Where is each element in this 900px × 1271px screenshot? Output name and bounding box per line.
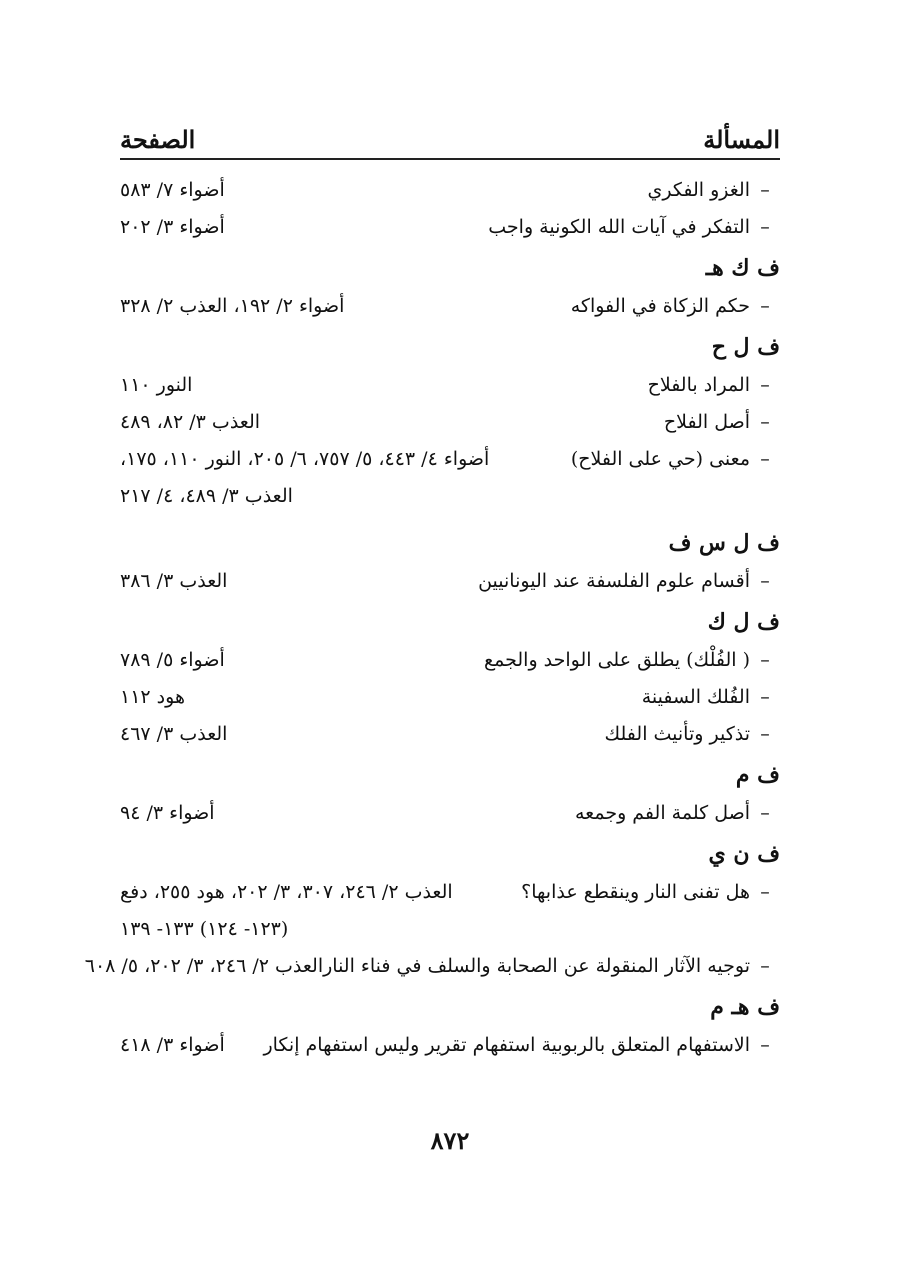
index-entry: [120, 209, 780, 246]
entry-ref: العذب ٣/ ٤٦٧: [120, 723, 228, 745]
entry-ref: أضواء ٣/ ٤١٨: [120, 1034, 225, 1056]
root-heading: ف ل س ف: [668, 530, 780, 556]
entry-question: التفكر في آيات الله الكونية واجب: [488, 216, 750, 238]
entry-ref: العذب ٢/ ٢٤٦، ٣/ ٢٠٢، ٥/ ٦٠٨: [84, 955, 324, 977]
entry-ref-continuation: العذب ٣/ ٤٨٩، ٤/ ٢١٧: [120, 485, 293, 507]
entry-question: المراد بالفلاح: [647, 374, 750, 396]
header-rule: [120, 158, 780, 160]
entry-dash: –: [760, 881, 770, 903]
index-entry: [120, 288, 780, 325]
root-heading: ف ل ك: [707, 609, 780, 635]
index-section: [120, 755, 780, 832]
entry-dash: –: [760, 295, 770, 317]
entry-question: أقسام علوم الفلسفة عند اليونانيين: [478, 570, 750, 592]
entry-question: أصل الفلاح: [663, 411, 750, 433]
index-entry: [120, 716, 780, 753]
entry-question: معنى (حي على الفلاح): [570, 448, 750, 470]
index-entry: [120, 795, 780, 832]
root-heading: ف هـ م: [710, 994, 780, 1020]
root-heading: ف ل ح: [711, 334, 780, 360]
index-section: [120, 987, 780, 1064]
entry-dash: –: [760, 686, 770, 708]
entry-dash: –: [760, 570, 770, 592]
entry-ref: النور ١١٠: [120, 374, 193, 396]
entry-dash: –: [760, 723, 770, 745]
index-entry: [120, 679, 780, 716]
entry-dash: –: [760, 649, 770, 671]
table-header: [120, 120, 780, 154]
index-entry: [120, 1027, 780, 1064]
page-number: ٨٧٢: [430, 1126, 470, 1155]
entry-question: حكم الزكاة في الفواكه: [570, 295, 750, 317]
entry-question: تذكير وتأنيث الفلك: [604, 723, 750, 745]
index-section: [84, 834, 780, 985]
root-heading: ف ك هـ: [705, 255, 780, 281]
entry-dash: –: [760, 216, 770, 238]
index-entry: [120, 642, 780, 679]
index-entry: [84, 948, 780, 985]
entry-ref: أضواء ٤/ ٤٤٣، ٥/ ٧٥٧، ٦/ ٢٠٥، النور ١١٠، ١٧٥،: [120, 448, 490, 470]
entry-question: أصل كلمة الفم وجمعه: [574, 802, 750, 824]
index-entry: [120, 563, 780, 600]
entry-question: هل تفنى النار وينقطع عذابها؟: [521, 881, 750, 903]
index-entry: [120, 404, 780, 441]
root-heading: ف م: [735, 762, 780, 788]
entry-dash: –: [760, 411, 770, 433]
index-section: [120, 248, 780, 325]
entry-dash: –: [760, 802, 770, 824]
index-entry: [120, 441, 780, 478]
entry-ref: العذب ٣/ ٨٢، ٤٨٩: [120, 411, 261, 433]
index-entry: [120, 874, 780, 911]
root-heading: ف ن ي: [708, 841, 780, 867]
entry-question: ( الفُلْك) يطلق على الواحد والجمع: [484, 649, 750, 671]
index-entry: [120, 172, 780, 209]
entry-question: توجيه الآثار المنقولة عن الصحابة والسلف في فناء النار: [323, 955, 750, 977]
header-page: الصفحة: [120, 125, 196, 154]
index-section: [120, 523, 780, 600]
index-entry: [120, 367, 780, 404]
entry-dash: –: [760, 374, 770, 396]
entry-dash: –: [760, 179, 770, 201]
entry-dash: –: [760, 955, 770, 977]
entry-ref: أضواء ٥/ ٧٨٩: [120, 649, 225, 671]
index-section: [120, 172, 780, 246]
entry-question: الفُلك السفينة: [641, 686, 750, 708]
index-section: [120, 327, 780, 515]
entry-ref: العذب ٣/ ٣٨٦: [120, 570, 228, 592]
index-section: [120, 602, 780, 753]
entry-dash: –: [760, 448, 770, 470]
entry-dash: –: [760, 1034, 770, 1056]
entry-question: الغزو الفكري: [647, 179, 750, 201]
entry-ref: أضواء ٢/ ١٩٢، العذب ٢/ ٣٢٨: [120, 295, 345, 317]
index-page: [84, 120, 780, 1064]
entry-ref: العذب ٢/ ٢٤٦، ٣٠٧، ٣/ ٢٠٢، هود ٢٥٥، دفع: [120, 881, 453, 903]
entry-ref: أضواء ٣/ ٢٠٢: [120, 216, 225, 238]
entry-ref: أضواء ٣/ ٩٤: [120, 802, 215, 824]
entry-ref-continuation: (١٢٣- ١٢٤) ١٣٣- ١٣٩: [120, 918, 289, 940]
entry-question: الاستفهام المتعلق بالربوبية استفهام تقرير وليس استفهام إنكار: [263, 1034, 750, 1056]
entry-ref: أضواء ٧/ ٥٨٣: [120, 179, 225, 201]
entry-ref: هود ١١٢: [120, 686, 185, 708]
header-issue: المسألة: [703, 125, 780, 154]
